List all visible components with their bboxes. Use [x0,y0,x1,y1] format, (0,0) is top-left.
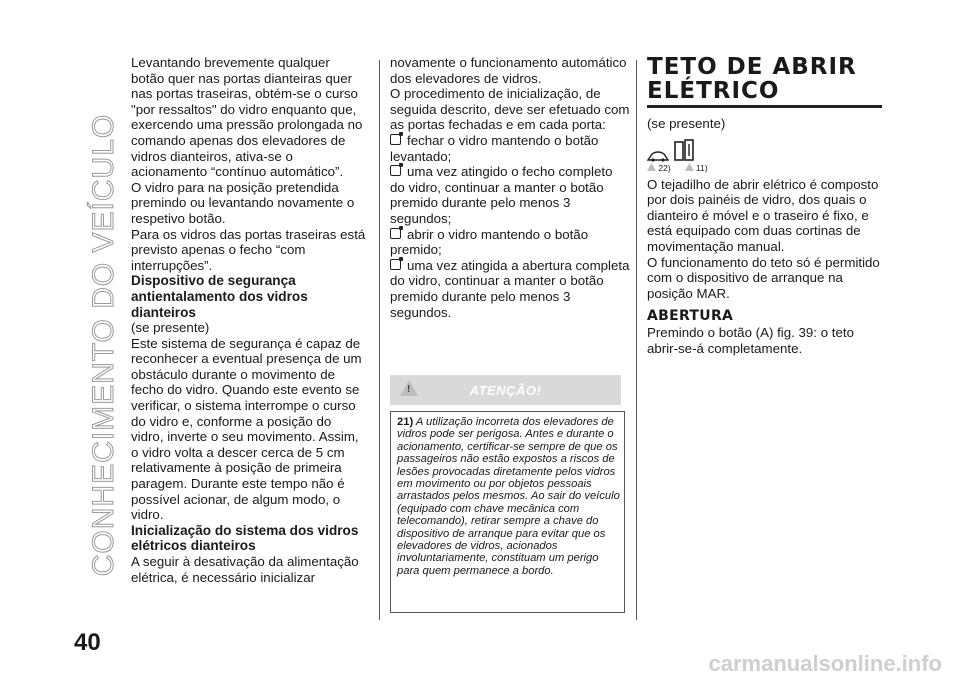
subsection-title: ABERTURA [647,308,734,325]
bullet-icon [390,134,401,145]
warning-box [390,411,625,613]
presence-note: (se presente) [131,320,210,336]
bullet-icon [390,259,401,270]
list-item: fechar o vidro mantendo o botão levantado; [390,132,599,164]
page-number: 40 [74,629,101,656]
list-item: uma vez atingida a abertura completa do vidro, continuar a manter o botão premido durante pelo menos 3 segundos. [390,257,630,320]
bullet-icon [390,228,401,239]
warning-ref: 22) [647,163,671,173]
warning-number: 21) [397,416,414,428]
column-1 [131,55,366,585]
section-side-title: CONHECIMENTO DO VEÍCULO [87,113,120,577]
section-title: TETO DE ABRIR ELÉTRICO [647,54,857,104]
caution-small-icon [685,163,694,171]
column-divider [636,60,637,620]
paragraph: O vidro para na posição pretendida premindo ou levantando novamente o respetivo botão. [131,179,355,226]
bullet-icon [390,165,401,176]
column-3 [647,55,882,356]
presence-note: (se presente) [647,116,726,131]
column-divider [379,60,380,620]
column-2 [390,55,630,320]
warning-small-icon [647,163,656,171]
paragraph: novamente o funcionamento automático dos elevadores de vidros. [390,55,627,86]
paragraph: Levantando brevemente qualquer botão quer nas portas dianteiras quer nas portas traseiras, obtém-se o curso "por ressaltos" do vidro enquanto que, exercendo uma pressão prolongada no comando apenas dos elevadores de vidros dianteiros, ativa-se o acionamento “contínuo automático”. [131,55,363,180]
paragraph: A seguir à desativação da alimentação elétrica, é necessário inicializar [131,554,359,585]
warning-triangle-icon: ! [400,380,418,396]
watermark: carmanualsonline.info [708,651,942,676]
warning-text: A utilização incorreta dos elevadores de vidros pode ser perigosa. Antes e durante o acionamento, certificar-se sempre de que os passageiros não estão expostos a riscos de lesões provocadas diretamente pelos vidros em movimento ou por objetos pessoais arrastados pelos mesmos. Ao sair do veículo (equipado com chave mecânica com telecomando), retirar sempre a chave do dispositivo de arranque para evitar que os elevadores de vidros, acionados involuntariamente, constituam um perigo para quem permanece a bordo. [397,416,620,577]
roof-panel-icon [673,138,695,162]
section-heading: Inicialização do sistema dos vidros elétricos dianteiros [131,522,359,554]
sunroof-icons [647,134,882,162]
paragraph: O funcionamento do teto só é permitido com o dispositivo de arranque na posição MAR. [647,254,880,301]
paragraph: Premindo o botão (A) fig. 39: o teto abrir-se-á completamente. [647,324,854,356]
paragraph: O procedimento de inicialização, de seguida descrito, deve ser efetuado com as portas fechadas e em cada porta: [390,86,630,133]
list-item: uma vez atingido o fecho completo do vidro, continuar a manter o botão premido durante pelo menos 3 segundos; [390,164,613,226]
reference-markers [647,163,882,173]
warning-title: ATENÇÃO! [469,383,542,398]
caution-ref: 11) [685,163,708,173]
list-item: abrir o vidro mantendo o botão premido; [390,226,589,258]
paragraph: Este sistema de segurança é capaz de reconhecer a eventual presença de um obstáculo durante o movimento de fecho do vidro. Quando este evento se verificar, o sistema interrompe o curso do vidro e, conforme a posição do vidro, inverte o seu movimento. Assim, o vidro volta a descer cerca de 5 cm relativamente à posição de primeira paragem. Durante este tempo não é possível acionar, de algum modo, o vidro. [131,335,362,523]
warning-header [390,375,621,405]
car-sunroof-icon [647,148,669,162]
section-heading: Dispositivo de segurança antientalamento dos vidros dianteiros [131,273,308,320]
title-rule [647,105,882,108]
paragraph: Para os vidros das portas traseiras está previsto apenas o fecho “com interrupções”. [131,226,366,273]
paragraph: O tejadilho de abrir elétrico é composto por dois painéis de vidro, dos quais o dianteiro é móvel e o traseiro é fixo, e está equipado com duas cortinas de movimentação manual. [647,176,879,254]
